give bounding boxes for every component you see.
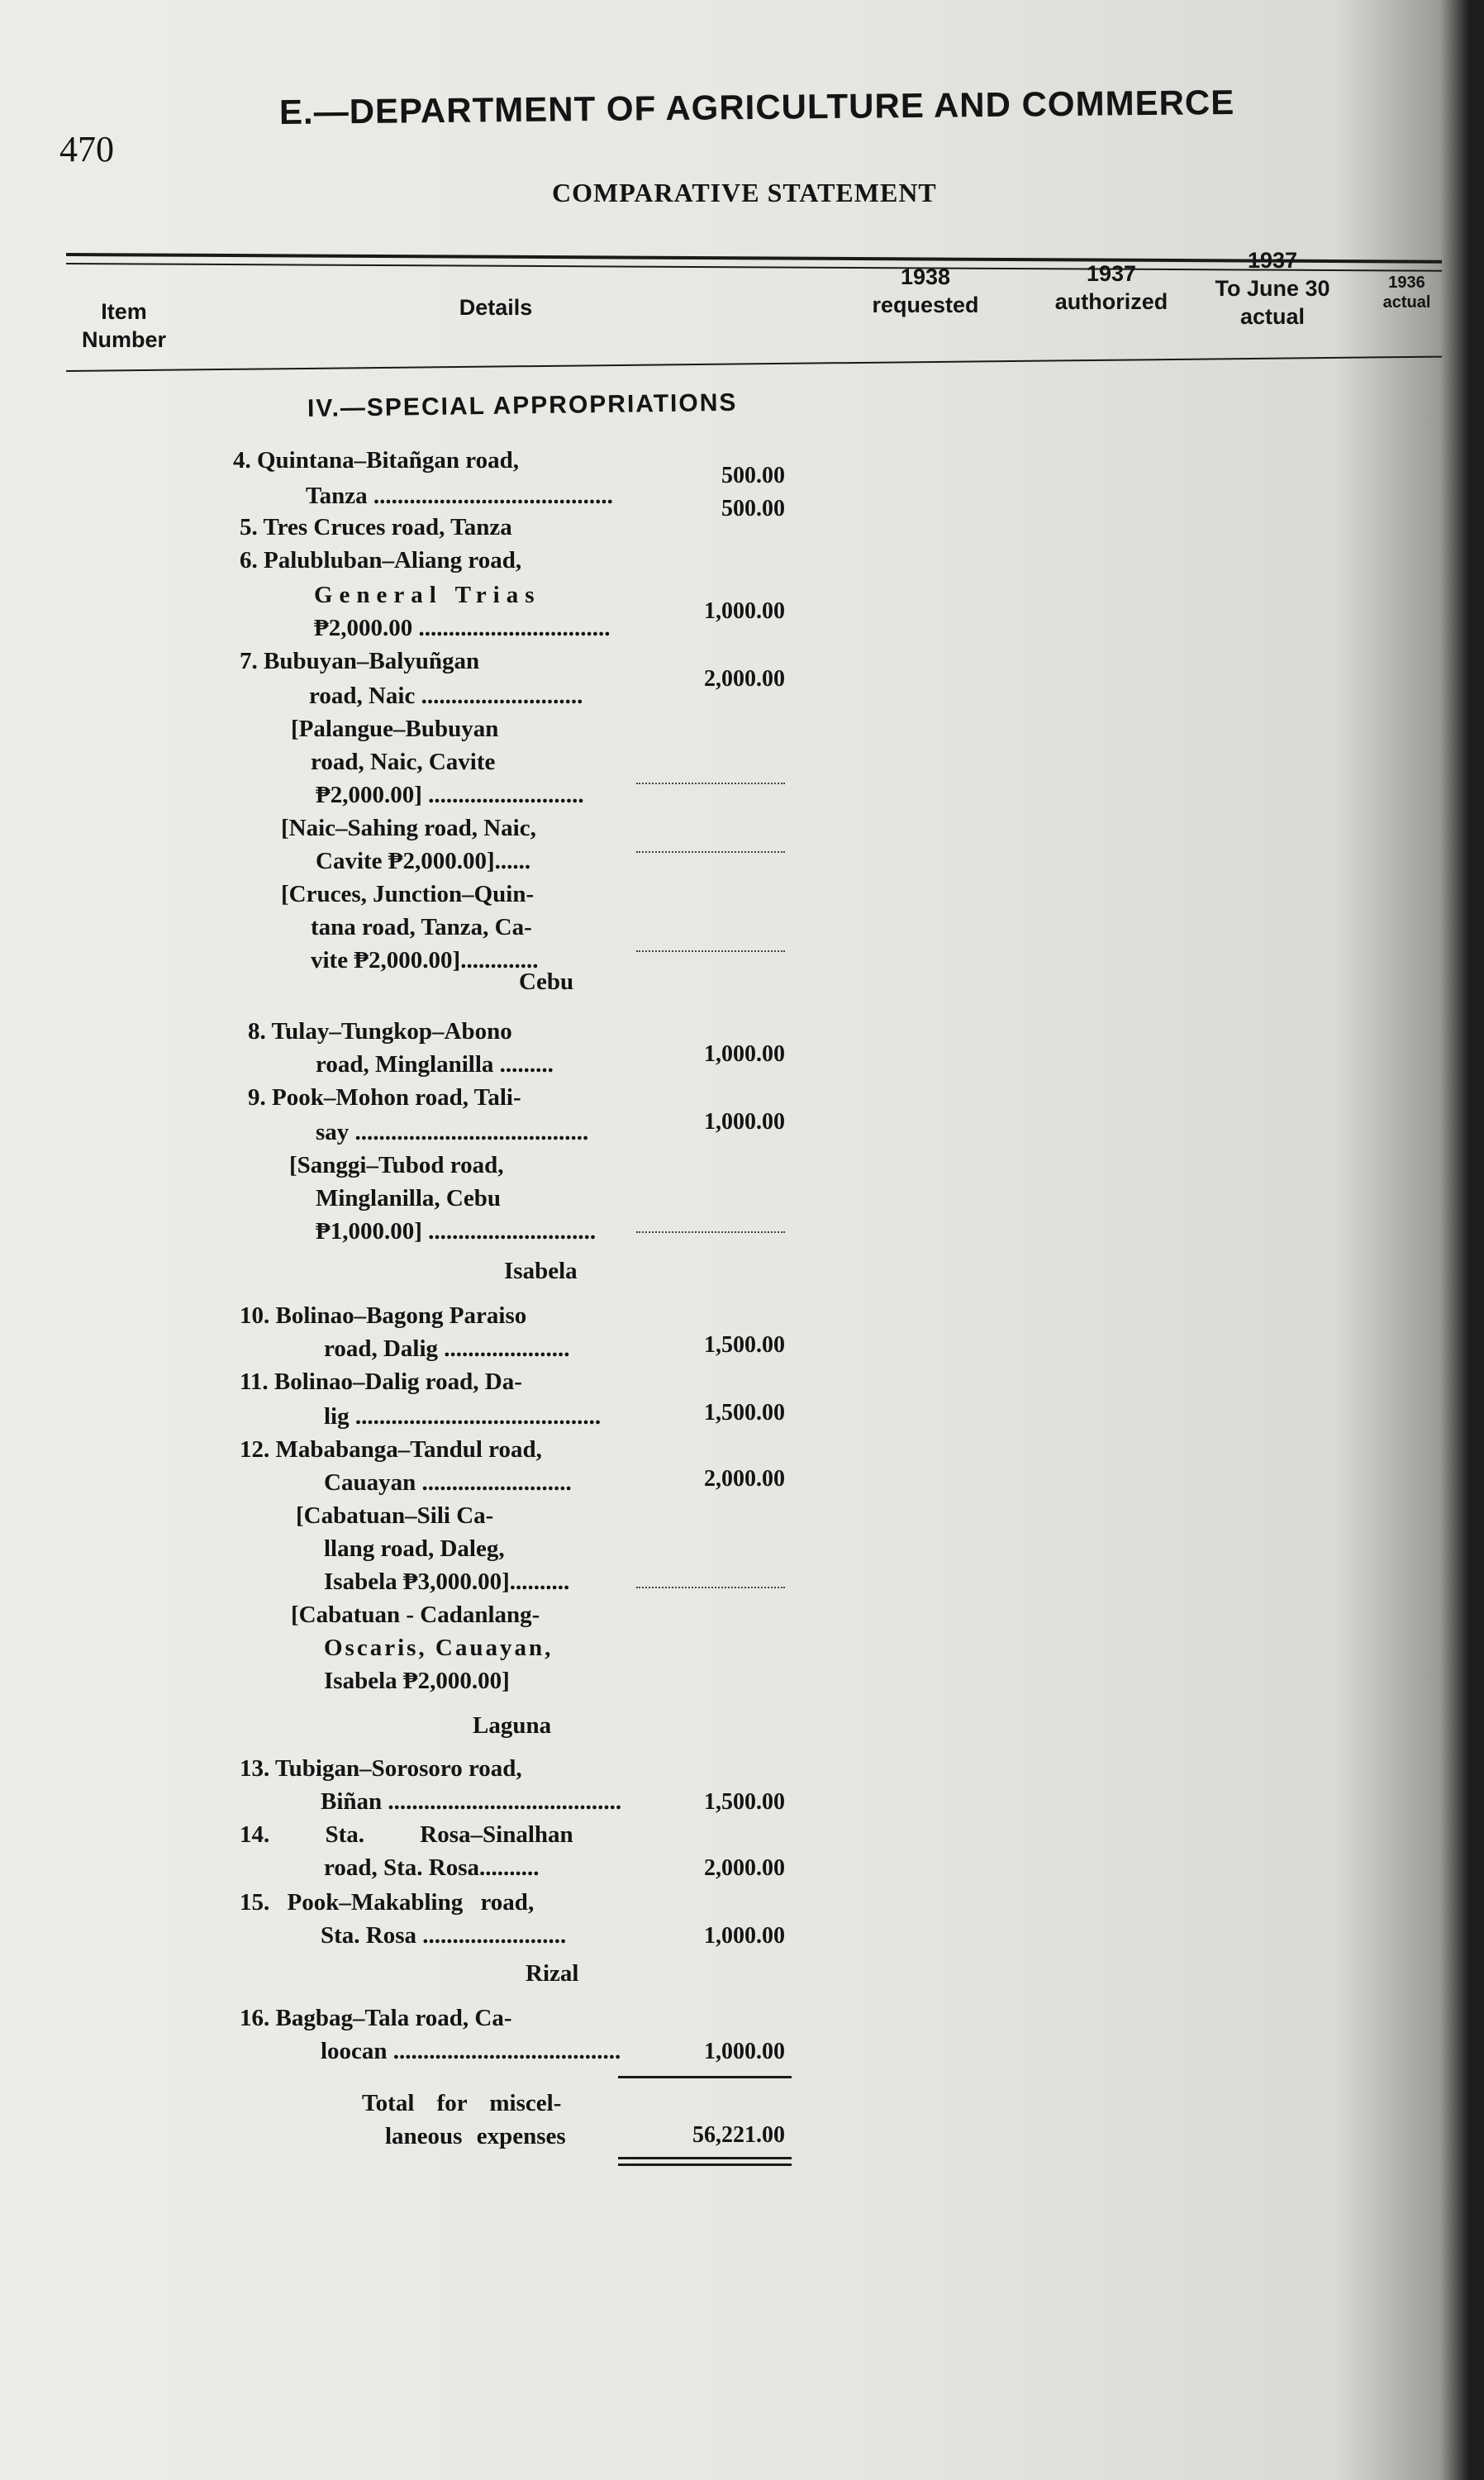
- col-header-item: [66, 298, 182, 354]
- item-line: 9. Pook–Mohon road, Tali-: [248, 1084, 521, 1111]
- col-header-details: [430, 293, 562, 321]
- amount-1938: 1,000.00: [704, 1923, 785, 1949]
- item-line: say .......................................: [316, 1119, 589, 1145]
- item-line: 5. Tres Cruces road, Tanza: [240, 514, 512, 540]
- item-line: ₱2,000.00 ................................: [314, 615, 611, 641]
- bracket-line: [Sanggi–Tubod road,: [289, 1152, 504, 1178]
- amount-1938: 1,000.00: [704, 1109, 785, 1135]
- dotted-leader: [636, 1230, 785, 1233]
- region-heading-cebu: Cebu: [519, 969, 574, 995]
- bracket-line: [Cabatuan–Sili Ca-: [296, 1502, 494, 1529]
- col-header-1937-l2: authorized: [1054, 289, 1168, 314]
- bracket-line: ₱2,000.00] ..........................: [316, 782, 584, 808]
- item-line: 15. Pook–Makabling road,: [240, 1889, 535, 1916]
- col-header-1937-l1: 1937: [1086, 261, 1137, 286]
- item-line: General Trias: [314, 582, 541, 608]
- item-line: 11. Bolinao–Dalig road, Da-: [240, 1369, 522, 1395]
- bracket-line: vite ₱2,000.00].............: [311, 947, 539, 973]
- item-line: road, Minglanilla .........: [316, 1051, 554, 1078]
- page-subtitle: COMPARATIVE STATEMENT: [552, 178, 937, 207]
- item-line: 6. Palubluban–Aliang road,: [240, 547, 522, 574]
- region-heading-laguna: Laguna: [473, 1712, 552, 1739]
- item-line: road, Naic ...........................: [309, 683, 583, 709]
- bracket-line: Minglanilla, Cebu: [316, 1185, 501, 1211]
- item-line: Cauayan .........................: [324, 1469, 572, 1496]
- dotted-leader: [636, 1585, 785, 1588]
- section-title: IV.—SPECIAL APPROPRIATIONS: [307, 388, 738, 422]
- region-heading-isabela: Isabela: [504, 1258, 578, 1284]
- dotted-leader: [636, 850, 785, 853]
- col-header-1938-l2: requested: [872, 293, 979, 317]
- col-header-1936-l1: 1936: [1388, 274, 1425, 292]
- amount-1938: 1,500.00: [704, 1789, 785, 1815]
- col-header-1937: [1029, 259, 1194, 316]
- amount-1938: 500.00: [721, 496, 785, 521]
- item-line: 13. Tubigan–Sorosoro road,: [240, 1755, 522, 1782]
- bracket-line: Isabela ₱2,000.00]: [324, 1668, 510, 1694]
- bracket-line: [Cabatuan - Cadanlang-: [291, 1602, 540, 1628]
- col-header-1937-actual-l2: To June 30: [1215, 276, 1330, 301]
- col-header-1936-l2: actual: [1382, 293, 1431, 312]
- amount-1938: 1,000.00: [704, 2039, 785, 2064]
- header-bottom-rule: [66, 356, 1442, 372]
- bracket-line: road, Naic, Cavite: [311, 749, 496, 775]
- total-amount: 56,221.00: [692, 2122, 785, 2148]
- total-label: Total for miscel-: [362, 2090, 562, 2116]
- bracket-line: [Palangue–Bubuyan: [291, 716, 499, 742]
- page-title: E.—DEPARTMENT OF AGRICULTURE AND COMMERCE: [278, 82, 1235, 131]
- item-line: 4. Quintana–Bitañgan road,: [233, 447, 519, 474]
- amount-1938: 2,000.00: [704, 666, 785, 692]
- item-line: Tanza ........................................: [306, 483, 613, 509]
- dotted-leader: [636, 781, 785, 784]
- amount-1938: 2,000.00: [704, 1466, 785, 1492]
- item-line: loocan ......................................: [321, 2038, 621, 2064]
- item-line: road, Dalig .....................: [324, 1335, 570, 1362]
- col-header-details-label: Details: [459, 295, 533, 320]
- item-line: 16. Bagbag–Tala road, Ca-: [240, 2005, 512, 2031]
- bracket-line: [Naic–Sahing road, Naic,: [281, 815, 536, 841]
- col-header-1936: [1367, 273, 1446, 312]
- item-line: Biñan .......................................: [321, 1788, 622, 1815]
- amount-1938: 1,000.00: [704, 1041, 785, 1067]
- item-line: lig .........................................: [324, 1403, 602, 1430]
- subtotal-rule: [618, 2076, 792, 2078]
- item-line: 8. Tulay–Tungkop–Abono: [248, 1018, 512, 1045]
- amount-1938: 1,500.00: [704, 1400, 785, 1426]
- bracket-line: Isabela ₱3,000.00]..........: [324, 1568, 570, 1595]
- amount-1938: 1,500.00: [704, 1332, 785, 1358]
- total-label: laneous expenses: [385, 2123, 566, 2149]
- col-header-1937-actual-l1: 1937: [1247, 248, 1298, 273]
- amount-1938: 2,000.00: [704, 1855, 785, 1881]
- item-line: 10. Bolinao–Bagong Paraiso: [240, 1302, 527, 1329]
- col-header-1938-l1: 1938: [900, 264, 951, 289]
- amount-1938: 500.00: [721, 463, 785, 488]
- bracket-line: Oscaris, Cauayan,: [324, 1635, 554, 1661]
- col-header-1937-actual: [1190, 246, 1355, 331]
- page-number: 470: [59, 129, 114, 169]
- col-header-1937-actual-l3: actual: [1239, 304, 1306, 329]
- total-double-rule: [618, 2157, 792, 2159]
- item-line: 12. Mababanga–Tandul road,: [240, 1436, 542, 1463]
- col-header-item-l2: Number: [81, 327, 166, 352]
- col-header-item-l1: Item: [101, 299, 147, 324]
- region-heading-rizal: Rizal: [526, 1960, 579, 1987]
- col-header-1938: [843, 263, 1008, 319]
- bracket-line: tana road, Tanza, Ca-: [311, 914, 532, 940]
- item-line: 14. Sta. Rosa–Sinalhan: [240, 1821, 573, 1848]
- item-line: Sta. Rosa ........................: [321, 1922, 567, 1949]
- bracket-line: ₱1,000.00] ............................: [316, 1218, 597, 1245]
- item-line: 7. Bubuyan–Balyuñgan: [240, 648, 480, 674]
- bracket-line: llang road, Daleg,: [324, 1535, 505, 1562]
- bracket-line: [Cruces, Junction–Quin-: [281, 881, 535, 907]
- amount-1938: 1,000.00: [704, 598, 785, 624]
- total-double-rule-2: [618, 2163, 792, 2166]
- item-line: road, Sta. Rosa..........: [324, 1854, 540, 1881]
- dotted-leader: [636, 949, 785, 952]
- bracket-line: Cavite ₱2,000.00]......: [316, 848, 531, 874]
